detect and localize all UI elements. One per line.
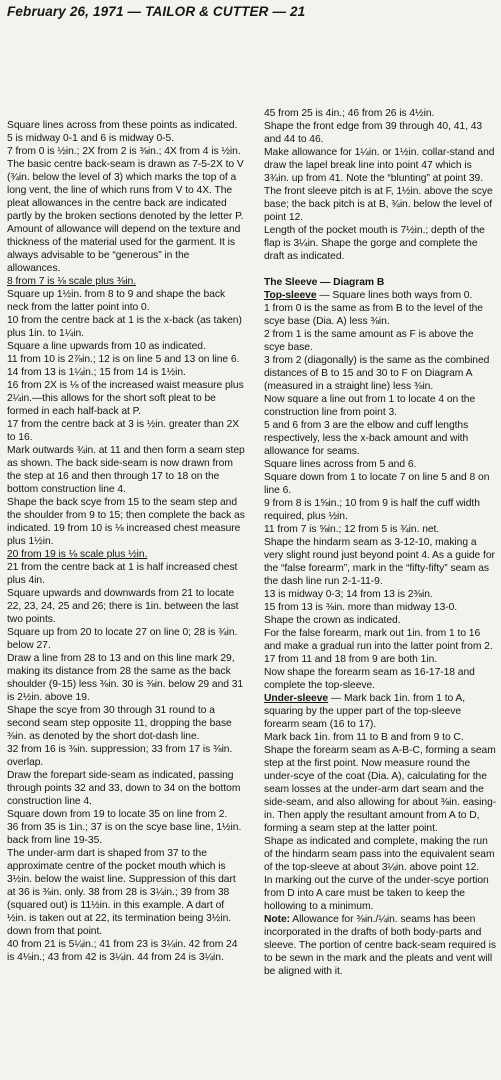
paragraph: Shape the back scye from 15 to the seam step and the shoulder from 9 to 15; then complete the back as indicated. 19 from 10 is ⅛ increased chest measure plus 1½in. [7, 497, 245, 547]
paragraph: Make allowance for 1¼in. or 1½in. collar-stand and draw the lapel break line into point 47 which is 3¾in. up from 41. Note the “blunting” at point 39. [264, 147, 495, 184]
paragraph: The front sleeve pitch is at F, 1½in. above the scye base; the back pitch is at B, ¾in. below the level of point 12. [264, 186, 493, 223]
paragraph: 7 from 0 is ½in.; 2X from 2 is ⅜in.; 4X from 4 is ½in. [7, 146, 241, 157]
paragraph: Shape the front edge from 39 through 40, 41, 43 and 44 to 46. [264, 121, 483, 145]
paragraph: 5 is midway 0-1 and 6 is midway 0-5. [7, 133, 175, 144]
paragraph: Now square a line out from 1 to locate 4 on the construction line from point 3. [264, 394, 476, 418]
paragraph: Draw a line from 28 to 13 and on this line mark 29, making its distance from 28 the same as the back shoulder (9-15) less ⅜in. 30 is ⅜in. below 29 and 31 is 2½in. above 19. [7, 653, 244, 703]
paragraph: Square down from 19 to locate 35 on line from 2. [7, 809, 228, 820]
paragraph: 11 from 7 is ⅝in.; 12 from 5 is ¾in. net. [264, 524, 440, 535]
paragraph: 32 from 16 is ⅜in. suppression; 33 from 17 is ⅜in. overlap. [7, 744, 233, 768]
paragraph: 13 is midway 0-3; 14 from 13 is 2⅜in. [264, 589, 433, 600]
paragraph: 21 from the centre back at 1 is half increased chest plus 4in. [7, 562, 238, 586]
paragraph: 3 from 2 (diagonally) is the same as the combined distances of B to 15 and 30 to F on Diagram A (measured in a straight line) less ⅜in. [264, 355, 490, 392]
paragraph: Square up 1½in. from 8 to 9 and shape the back neck from the latter point into 0. [7, 289, 226, 313]
note-paragraph [264, 913, 497, 978]
paragraph: 10 from the centre back at 1 is the x-back (as taken) plus 1in. to 1¼in. [7, 315, 242, 339]
paragraph: Square down from 1 to locate 7 on line 5 and 8 on line 6. [264, 472, 490, 496]
paragraph: Shape as indicated and complete, making the run of the hindarm seam pass into the equivalent seam of the top-sleeve at about 3¼in. above point 12. [264, 836, 495, 873]
paragraph: 36 from 35 is 1in.; 37 is on the scye base line, 1½in. back from line 19-35. [7, 822, 242, 846]
paragraph: The under-arm dart is shaped from 37 to the approximate centre of the pocket mouth which is 3½in. below the waist line. Suppression of this dart at 36 is ⅜in. only. 38 from 28 is 3¼in.; 39 from 38 (squared out) is 11½in. in this example. A dart of ½in. is taken out at 22, its termination being 3½in. down from that point. [7, 848, 236, 937]
paragraph: 9 from 8 is 1⅝in.; 10 from 9 is half the cuff width required, plus ½in. [264, 498, 480, 522]
right-column [264, 107, 497, 978]
note-label: Note: [264, 914, 291, 925]
paragraph: Length of the pocket mouth is 7½in.; depth of the flap is 3¼in. Shape the gorge and complete the draft as indicated. [264, 225, 485, 262]
section-gap [264, 263, 497, 276]
paragraph: Mark outwards ¾in. at 11 and then form a seam step as shown. The back side-seam is now drawn from the step at 16 and then through 17 to 18 on the bottom construction line 4. [7, 445, 245, 495]
paragraph: Square up from 20 to locate 27 on line 0; 28 is ¾in. below 27. [7, 627, 238, 651]
paragraph: Shape the forearm seam as A-B-C, forming a seam step at the first point. Now measure round the under-scye of the coat (Dia. A), calculating for the seam losses at the under-arm dart seam and the side-seam, and also allowing for about ⅜in. easing-in. Then apply the resultant amount from A to D, forming a seam step at the latter point. [264, 745, 497, 834]
left-column [7, 119, 245, 964]
paragraph: Shape the crown as indicated. [264, 615, 401, 626]
paragraph: 40 from 21 is 5¼in.; 41 from 23 is 3¼in. 42 from 24 is 4⅛in.; 43 from 42 is 3¼in. 44 from 24 is 3¼in. [7, 939, 238, 963]
paragraph: 15 from 13 is ⅜in. more than midway 13-0. [264, 602, 458, 613]
paragraph: In marking out the curve of the under-scye portion from D into A care must be taken to keep the hollowing to a minimum. [264, 875, 489, 912]
section-heading: The Sleeve — Diagram B [264, 277, 385, 288]
topsleeve-paragraph [264, 289, 497, 302]
paragraph: 14 from 13 is 1¼in.; 15 from 14 is 1½in. [7, 367, 186, 378]
paragraph: 17 from 11 and 18 from 9 are both 1in. [264, 654, 438, 665]
paragraph: Square upwards and downwards from 21 to locate 22, 23, 24, 25 and 26; there is 1in. between the last two points. [7, 588, 239, 625]
paragraph: 16 from 2X is ⅛ of the increased waist measure plus 2¼in.—this allows for the short soft pleat to be formed in each half-back at P. [7, 380, 244, 417]
paragraph: Square a line upwards from 10 as indicated. [7, 341, 206, 352]
paragraph: 1 from 0 is the same as from B to the level of the scye base (Dia. A) less ⅜in. [264, 303, 483, 327]
paragraph: 45 from 25 is 4in.; 46 from 26 is 4½in. [264, 108, 435, 119]
paragraph: Mark back 1in. from 11 to B and from 9 to C. [264, 732, 464, 743]
paragraph: Now shape the forearm seam as 16-17-18 and complete the top-sleeve. [264, 667, 475, 691]
page-header: February 26, 1971 — TAILOR & CUTTER — 21 [7, 4, 306, 19]
paragraph: Shape the scye from 30 through 31 round to a second seam step opposite 11, dropping the base ⅜in. as denoted by the short dot-dash line. [7, 705, 232, 742]
paragraph: Shape the hindarm seam as 3-12-10, making a very slight round just beyond point 4. As a guide for the “false forearm”, mark in the “fifty-fifty” seam as the dash line run 2-1-11-9. [264, 537, 495, 587]
paragraph: For the false forearm, mark out 1in. from 1 to 16 and make a gradual run into the latter point from 2. [264, 628, 493, 652]
topsleeve-label: Top-sleeve [264, 290, 317, 301]
paragraph: 17 from the centre back at 3 is ½in. greater than 2X to 16. [7, 419, 240, 443]
topsleeve-intro: — Square lines both ways from 0. [316, 290, 473, 301]
paragraph: 5 and 6 from 3 are the elbow and cuff lengths respectively, less the x-back amount and with allowance for seams. [264, 420, 469, 457]
paragraph: Square lines across from these points as indicated. [7, 120, 238, 131]
undersleeve-label: Under-sleeve [264, 693, 329, 704]
note-text: Allowance for ⅜in./¼in. seams has been incorporated in the drafts of both body-parts and sleeve. The portion of centre back-seam required is to be sewn in the mark and the pleats and vent will be aligned with it. [264, 914, 496, 977]
paragraph: The basic centre back-seam is drawn as 7-5-2X to V (¾in. below the level of 3) which marks the top of a long vent, the line of which runs from V to 4X. The pleat allowances in the centre back are indicated partly by the broken sections denoted by the letter P. Amount of allowance will depend on the texture and thickness of the material used for the garment. It is always advisable to be “generous” in the allowances. [7, 159, 244, 274]
undersleeve-intro: — Mark back 1in. from 1 to A, squaring by the upper part of the top-sleeve forearm seam (16 to 17). [264, 693, 466, 730]
paragraph: 8 from 7 is ⅛ scale plus ⅜in. [7, 276, 137, 287]
paragraph: 11 from 10 is 2⅞in.; 12 is on line 5 and 13 on line 6. [7, 354, 240, 365]
paragraph: 20 from 19 is ⅛ scale plus ½in. [7, 549, 148, 560]
paragraph: Draw the forepart side-seam as indicated, passing through points 32 and 33, down to 34 on the bottom construction line 4. [7, 770, 241, 807]
paragraph: 2 from 1 is the same amount as F is above the scye base. [264, 329, 474, 353]
undersleeve-paragraph [264, 692, 497, 731]
paragraph: Square lines across from 5 and 6. [264, 459, 417, 470]
